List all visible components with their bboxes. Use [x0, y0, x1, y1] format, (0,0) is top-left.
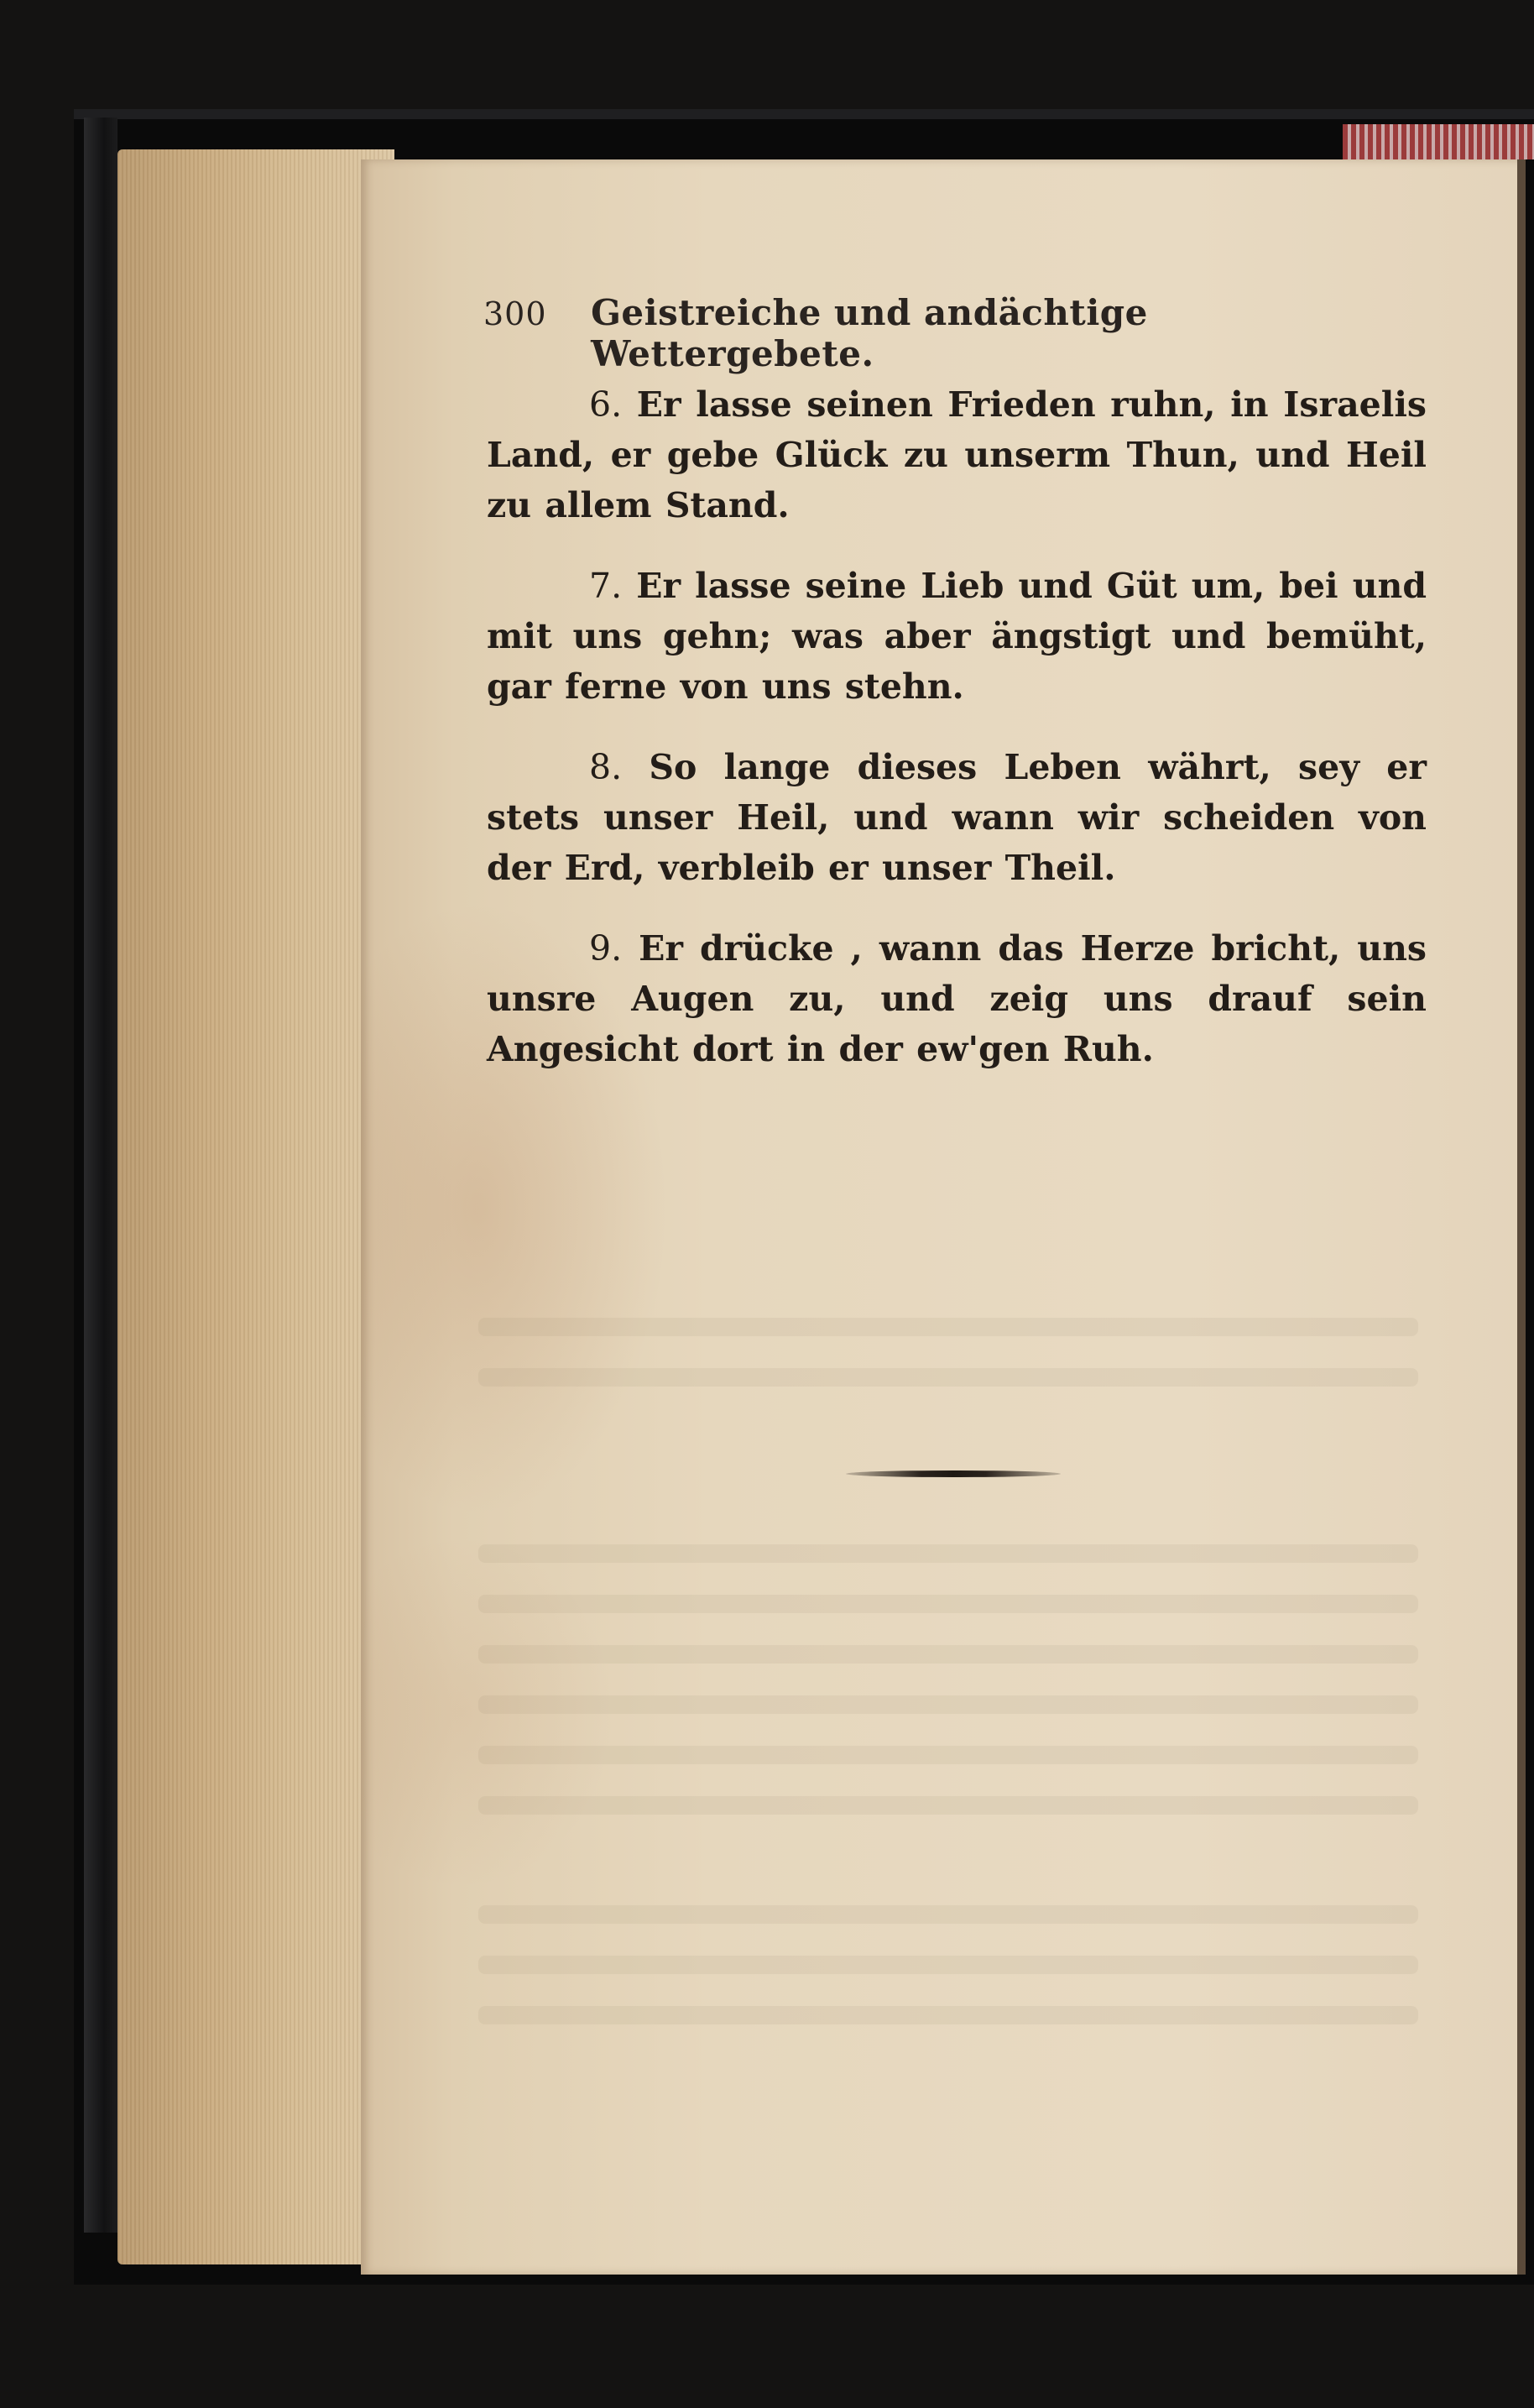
- stanza: [487, 379, 1427, 530]
- stanza: [487, 561, 1427, 712]
- end-divider-rule: [846, 1470, 1061, 1477]
- bleed-through-line: [478, 1956, 1418, 1974]
- page-header: [483, 292, 1406, 374]
- stanza: [487, 742, 1427, 893]
- running-title: Geistreiche und andächtige Wettergebete.: [591, 292, 1148, 374]
- bleed-through-line: [478, 1746, 1418, 1764]
- bleed-through-line: [478, 1544, 1418, 1563]
- stanza-text: Er lasse seine Lieb und Güt um, bei und mit uns gehn; was aber ängstigt und bemüht, gar ferne von uns stehn.: [487, 566, 1427, 707]
- stanza: [487, 923, 1427, 1074]
- stanza-number: 8.: [589, 747, 623, 787]
- bleed-through-line: [478, 1595, 1418, 1613]
- stanza-text: Er lasse seinen Frieden ruhn, in Israelis Land, er gebe Glück zu unserm Thun, und Heil zu allem Stand.: [487, 384, 1427, 525]
- bleed-through-line: [478, 1796, 1418, 1815]
- page-right-edge: [1517, 159, 1526, 2275]
- page-tab-marker: [1343, 124, 1534, 159]
- stanza-text: So lange dieses Leben währt, sey er stets unser Heil, und wann wir scheiden von der Erd, verbleib er unser Theil.: [487, 747, 1427, 888]
- book-page: [361, 159, 1526, 2275]
- bleed-through-line: [478, 1695, 1418, 1714]
- bleed-through-line: [478, 2006, 1418, 2024]
- stanza-number: 6.: [589, 384, 623, 425]
- hymn-text: [487, 379, 1427, 1105]
- bleed-through-line: [478, 1645, 1418, 1664]
- bleed-through-line: [478, 1905, 1418, 1924]
- bleed-through-line: [478, 1318, 1418, 1336]
- page-number: 300: [483, 295, 547, 332]
- page-edges: [117, 149, 394, 2264]
- stanza-number: 9.: [589, 928, 623, 969]
- bleed-through-line: [478, 1368, 1418, 1387]
- stanza-text: Er drücke , wann das Herze bricht, uns unsre Augen zu, und zeig uns drauf sein Angesicht dort in der ew'gen Ruh.: [487, 928, 1427, 1069]
- book-spine-edge: [84, 118, 117, 2233]
- stanza-number: 7.: [589, 566, 623, 606]
